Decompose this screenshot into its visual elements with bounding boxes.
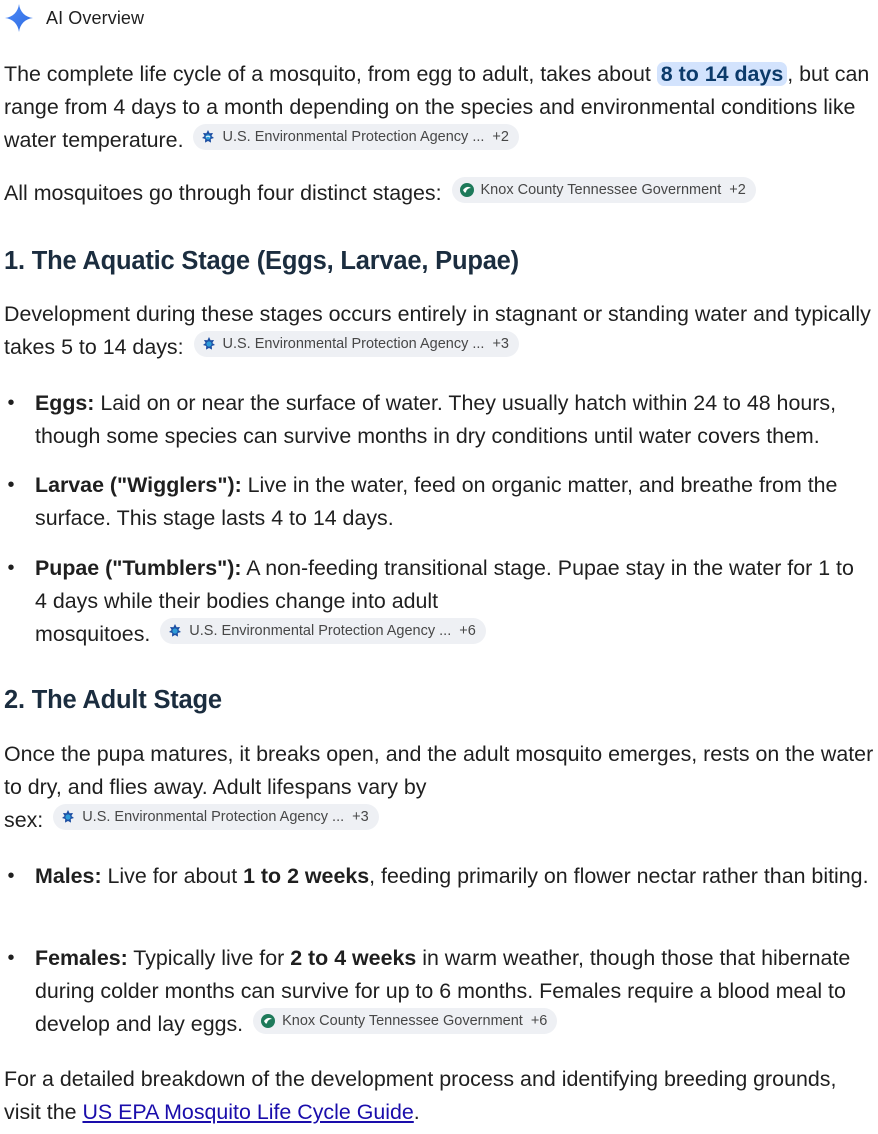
knox-icon [458,181,476,199]
footer-text: For a detailed breakdown of the development process and identifying breeding grounds, visit the [4,1067,837,1124]
intro-text-start: The complete life cycle of a mosquito, from egg to adult, takes about [4,62,657,86]
bullet: • [7,947,15,969]
source-chip-epa[interactable] [194,331,519,357]
term-larvae: Larvae ("Wigglers"): [35,473,242,497]
section-heading-aquatic: 1. The Aquatic Stage (Eggs, Larvae, Pupae) [4,247,519,275]
item-text-end: in warm weather, though those that hibernate during colder months can survive for up to 6 months. Females require a blood meal to develop and lay eggs. [35,946,851,1036]
chip-label: Knox County Tennessee Government [480,182,722,198]
bullet: • [7,392,15,414]
source-chip-knox[interactable] [452,177,756,203]
chip-label: U.S. Environmental Protection Agency ... [189,623,452,639]
footer-paragraph [4,1063,874,1129]
chip-more-count: +3 [352,809,369,825]
term-males: Males: [35,864,102,888]
chip-label: U.S. Environmental Protection Agency ... [222,336,485,352]
section1-paragraph [4,298,874,364]
list-item-females [4,942,874,1041]
item-text: Live in the water, feed on organic matter, and breathe from the surface. This stage lasts 4 to 14 days. [35,473,838,530]
item-bold-duration: 2 to 4 weeks [290,946,417,970]
chip-more-count: +6 [530,1013,548,1029]
list-item-larvae [4,469,874,535]
epa-icon [199,128,217,146]
stages-intro-paragraph [4,177,874,210]
section2-text: Once the pupa matures, it breaks open, and the adult mosquito emerges, rests on the water to dry, and flies away. Adult lifespans vary by [4,742,874,799]
chip-more-count: +3 [492,336,509,352]
ai-overview-header [4,3,144,33]
footer-text-end: . [413,1100,420,1124]
stages-intro-text: All mosquitoes go through four distinct stages: [4,181,442,205]
item-text: Typically live for [127,946,291,970]
item-text-end: , feeding primarily on flower nectar rather than biting. [369,864,869,888]
intro-paragraph [4,58,874,157]
section2-paragraph [4,738,874,837]
source-chip-epa[interactable] [53,804,378,830]
chip-label: U.S. Environmental Protection Agency ... [222,129,485,145]
epa-guide-link[interactable]: US EPA Mosquito Life Cycle Guide [82,1100,414,1124]
chip-label: Knox County Tennessee Government [282,1013,523,1029]
source-chip-knox[interactable] [253,1008,557,1034]
ai-overview-title: AI Overview [46,7,145,28]
term-eggs: Eggs: [35,391,95,415]
item-text-end: mosquitoes. [35,622,151,646]
term-pupae: Pupae ("Tumblers"): [35,556,242,580]
bullet: • [7,474,15,496]
chip-more-count: +2 [492,129,509,145]
source-chip-epa[interactable] [160,618,485,644]
intro-text-end: , but can range from 4 days to a month depending on the species and environmental conditions like water temperature. [4,62,870,152]
epa-icon [59,808,77,826]
bullet: • [7,865,15,887]
epa-icon [200,335,218,353]
section1-text: Development during these stages occurs entirely in stagnant or standing water and typically takes 5 to 14 days: [4,302,871,359]
section-heading-adult: 2. The Adult Stage [4,686,222,714]
list-item-eggs [4,387,874,453]
chip-more-count: +2 [729,182,746,198]
item-text: A non-feeding transitional stage. Pupae stay in the water for 1 to 4 days while their bodies change into adult [35,556,854,613]
term-females: Females: [35,946,128,970]
section2-text-end: sex: [4,808,44,832]
list-item-males [4,860,874,893]
knox-icon [259,1012,277,1030]
epa-icon [166,622,184,640]
item-text: Live for about [101,864,244,888]
chip-label: U.S. Environmental Protection Agency ... [82,809,345,825]
item-bold-duration: 1 to 2 weeks [243,864,370,888]
source-chip-epa[interactable] [193,124,518,150]
list-item-pupae [4,552,874,651]
sparkle-icon [4,3,38,33]
chip-more-count: +6 [459,623,476,639]
item-text: Laid on or near the surface of water. They usually hatch within 24 to 48 hours, though some species can survive months in dry conditions until water covers them. [35,391,837,448]
bullet: • [7,557,15,579]
highlight-duration: 8 to 14 days [657,62,787,86]
